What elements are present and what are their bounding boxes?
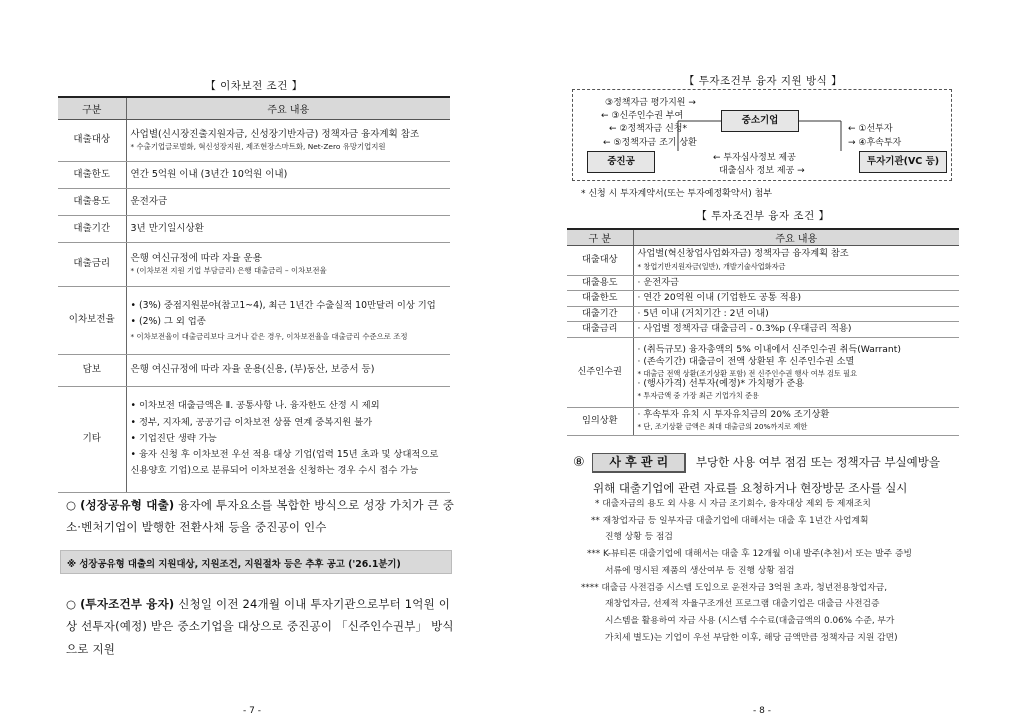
row-label: 대출기간 (567, 306, 633, 321)
row-label: 대출한도 (58, 161, 126, 188)
note-line: 진행 상황 등 점검 (605, 532, 673, 543)
note-line: **** 대출금 사전검증 시스템 도입으로 운전자금 3억원 초과, 청년전용창업자금, (581, 582, 888, 593)
row-label: 이차보전율 (58, 286, 126, 354)
note-line: 서류에 명시된 제품의 생산여부 등 진행 상황 점검 (605, 565, 795, 576)
post-management-notes (577, 496, 972, 646)
section-number: ⑧ (573, 455, 585, 470)
bullet-mark: ○ (66, 597, 81, 611)
row-label: 대출한도 (567, 291, 633, 306)
growth-sharing-loan-paragraph (66, 494, 458, 539)
row-label: 대출대상 (58, 119, 126, 161)
node-sme: 중소기업 (721, 110, 799, 132)
table-row (58, 242, 450, 286)
table-row (567, 322, 959, 337)
para-text: 융자에 투자요소를 복합한 방식으로 성장 가치가 큰 중소·벤처기업이 발행한 전환사채 등을 중진공이 인수 (66, 498, 455, 535)
para-heading: (투자조건부 융자) (80, 597, 175, 611)
row-content (126, 119, 450, 161)
row-main-text: · 사업별 정책자금 대출금리 - 0.3%p (우대금리 적용) (633, 322, 959, 337)
section-text: 위해 대출기업에 관련 자료를 요청하거나 현장방문 조사를 실시 (593, 480, 908, 495)
row-label: 담보 (58, 354, 126, 386)
para-text: 신청일 이전 24개월 이내 투자기관으로부터 1억원 이상 선투자(예정) 받은 중소기업을 대상으로 중진공이 「신주인수권부」 방식으로 지원 (66, 597, 454, 656)
row-line: • (3%) 중점지원분야(참고1~4), 최근 1년간 수출실적 10만달러 이상 기업 (130, 300, 436, 312)
flow-label: 대출심사 정보 제공 → (719, 166, 805, 176)
flow-label: ← 투자심사정보 제공 (713, 153, 796, 163)
row-content (633, 246, 959, 276)
row-sub-text: * 수출기업글로벌화, 혁신성장지원, 제조현장스마트화, Net-Zero 유망기업지원 (130, 142, 386, 152)
row-main-text: · 운전자금 (633, 276, 959, 291)
table-row (567, 337, 959, 407)
row-label: 대출금리 (567, 322, 633, 337)
section-title-box: 사 후 관 리 (592, 453, 686, 473)
table-header-row (567, 229, 959, 246)
row-sub-text: * 단, 조기상환 금액은 최대 대출금의 20%까지로 제한 (637, 422, 808, 432)
row-content (126, 286, 450, 354)
row-main-text: 사업별(혁신창업사업화자금) 정책자금 융자계획 참조 (637, 248, 849, 260)
row-main-text: 3년 만기일시상환 (126, 215, 450, 242)
investment-linked-loan-paragraph (66, 593, 458, 660)
flow-label: ← ⑤정책자금 조기 상환 (603, 138, 697, 148)
row-line: • (2%) 그 외 업종 (130, 316, 206, 328)
flow-label: ← ①선투자 (848, 124, 893, 134)
flow-label: ← ②정책자금 신청* (609, 124, 687, 134)
table-row (58, 188, 450, 215)
interest-subsidy-table (58, 96, 450, 493)
row-main-text: · 5년 이내 (거치기간 : 2년 이내) (633, 306, 959, 321)
row-main-text: · 후속투자 유치 시 투자유치금의 20% 조기상환 (637, 408, 830, 420)
flow-connectors (573, 90, 953, 182)
table-row (58, 161, 450, 188)
table-row (567, 246, 959, 276)
para-heading: (성장공유형 대출) (80, 498, 175, 512)
row-label: 대출기간 (58, 215, 126, 242)
row-label: 신주인수권 (567, 337, 633, 407)
row-line: · (존속기간) 대출금이 전액 상환된 후 신주인수권 소멸 (637, 356, 855, 368)
row-label: 대출용도 (567, 276, 633, 291)
row-label: 대출대상 (567, 246, 633, 276)
flow-diagram (572, 89, 952, 181)
row-line: · (행사가격) 선투자(예정)* 가치평가 준용 (637, 378, 805, 390)
right-page (567, 0, 967, 724)
row-main-text: 연간 5억원 이내 (3년간 10억원 이내) (126, 161, 450, 188)
row-sub-text: * 이차보전율이 대출금리보다 크거나 같은 경우, 이차보전율을 대출금리 수준으로 조정 (130, 331, 408, 341)
node-investor: 투자기관(VC 등) (859, 151, 947, 173)
row-label: 대출용도 (58, 188, 126, 215)
page-number: - 8 - (753, 706, 771, 716)
diagram-note: * 신청 시 투자계약서(또는 투자예정확약서) 첨부 (581, 189, 773, 199)
investment-loan-table-title: 【 투자조건부 융자 조건 】 (696, 210, 830, 222)
row-sub-text: * (이차보전 지원 기업 부담금리) 은행 대출금리 – 이차보전율 (130, 266, 327, 276)
row-line: · (취득규모) 융자총액의 5% 이내에서 신주인수권 취득(Warrant) (637, 343, 901, 355)
row-line: • 이차보전 대출금액은 Ⅱ. 공통사항 나. 융자한도 산정 시 제외 (130, 400, 380, 412)
flow-label: → ④후속투자 (848, 138, 902, 148)
table-header-row (58, 97, 450, 119)
row-content (633, 337, 959, 407)
row-sub-text: * 창업기반지원자금(일반), 개발기술사업화자금 (637, 261, 786, 271)
row-main-text: 운전자금 (126, 188, 450, 215)
note-line: ** 재창업자금 등 일부자금 대출기업에 대해서는 대출 후 1년간 사업계획 (591, 515, 869, 526)
row-line: • 기업진단 생략 가능 (130, 432, 217, 444)
table-row (567, 306, 959, 321)
bullet-mark: ○ (66, 498, 81, 512)
col-header-category: 구분 (58, 97, 126, 119)
table-row (567, 291, 959, 306)
row-content (126, 242, 450, 286)
row-sub-text: * 투자금액 중 가장 최근 기업가치 준용 (637, 390, 759, 400)
row-line: • 융자 신청 후 이차보전 우선 적용 대상 기업(업력 15년 초과 및 상대적으로 신용양호 기업)으로 분류되어 이차보전을 신청하는 경우 수시 접수 가능 (130, 449, 439, 477)
table-row (58, 119, 450, 161)
row-sub-text: * 대출금 전액 상환(조기상환 포함) 전 신주인수권 행사 여부 검토 필요 (637, 368, 858, 378)
col-header-content: 주요 내용 (126, 97, 450, 119)
row-label: 대출금리 (58, 242, 126, 286)
note-line: * 대출자금의 용도 외 사용 시 자금 조기회수, 융자대상 제외 등 제재조치 (595, 499, 871, 509)
note-line: 가치세 별도)는 기업이 우선 부담한 이후, 해당 금액만큼 정책자금 지원 감면) (605, 632, 898, 643)
page-number: - 7 - (243, 706, 261, 716)
row-main-text: 사업별(신시장진출지원자금, 신성장기반자금) 정책자금 융자계획 참조 (130, 128, 420, 140)
row-line: • 정부, 지자체, 공공기금 이차보전 상품 연계 중복지원 불가 (130, 416, 373, 428)
row-content (633, 407, 959, 435)
row-content (126, 386, 450, 492)
table-row (58, 386, 450, 492)
table-row (58, 286, 450, 354)
section-text: 부당한 사용 여부 점검 또는 정책자금 부실예방을 (695, 455, 940, 469)
row-main-text: 은행 여신규정에 따라 자율 운용 (130, 252, 262, 264)
row-main-text: · 연간 20억원 이내 (기업한도 공통 적용) (633, 291, 959, 306)
node-kosme: 중진공 (587, 151, 655, 173)
flow-label: ← ③신주인수권 부여 (601, 111, 684, 121)
col-header-category: 구 분 (567, 229, 633, 246)
note-line: *** K-뷰티론 대출기업에 대해서는 대출 후 12개월 이내 발주(추천)서 또는 발주 증빙 (587, 549, 912, 560)
growth-sharing-notice: ※ 성장공유형 대출의 지원대상, 지원조건, 지원절차 등은 추후 공고 ('26.1분기) (60, 550, 452, 574)
note-line: 시스템을 활용하여 자금 사용 (시스템 수수료(대출금액의 0.06% 수준, 부가 (605, 615, 895, 626)
table-row (567, 276, 959, 291)
interest-subsidy-title: 【 이차보전 조건 】 (205, 80, 303, 92)
row-label: 임의상환 (567, 407, 633, 435)
col-header-content: 주요 내용 (633, 229, 959, 246)
note-line: 재창업자금, 선제적 자율구조개선 프로그램 대출기업은 대출금 사전검증 (605, 599, 880, 610)
diagram-title: 【 투자조건부 융자 지원 방식 】 (683, 75, 843, 87)
row-label: 기타 (58, 386, 126, 492)
table-row (567, 407, 959, 435)
row-main-text: 은행 여신규정에 따라 자율 운용(신용, (부)동산, 보증서 등) (126, 354, 450, 386)
flow-label: ③정책자금 평가지원 → (605, 98, 696, 108)
table-row (58, 354, 450, 386)
left-page (58, 0, 458, 724)
investment-loan-table (567, 228, 959, 436)
post-management-section (573, 450, 973, 500)
table-row (58, 215, 450, 242)
